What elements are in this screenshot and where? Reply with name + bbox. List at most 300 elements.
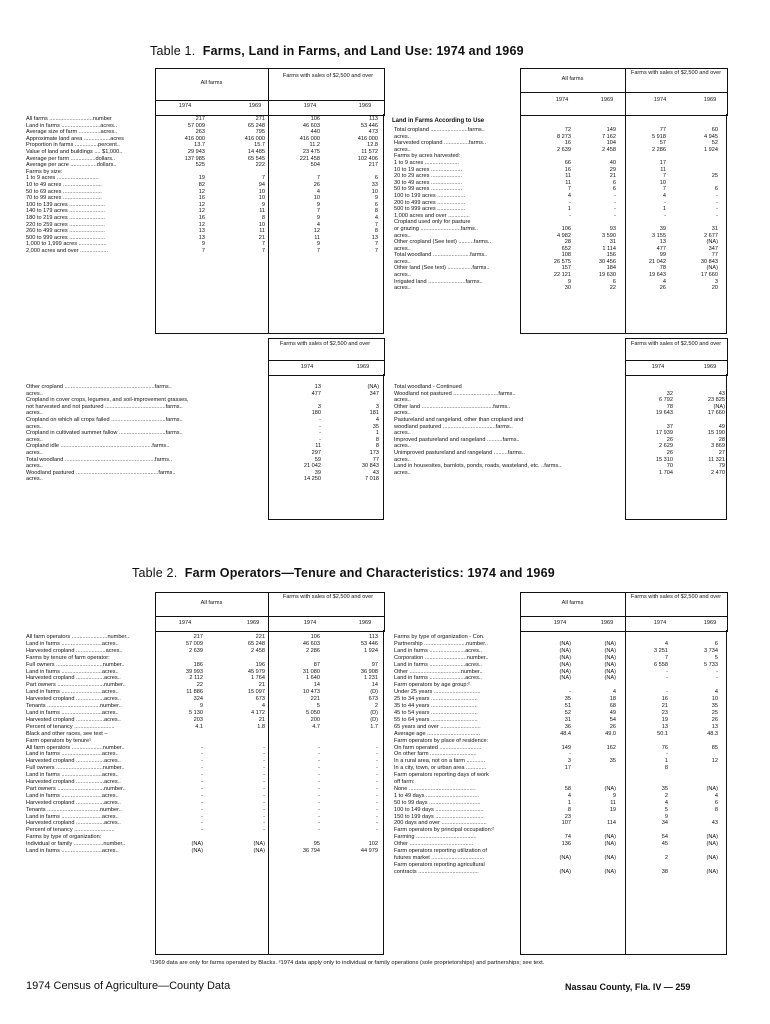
row-value: 65 248 <box>247 640 265 647</box>
t1l-y1969-b: 1969 <box>358 103 372 109</box>
row-value: - <box>716 212 718 219</box>
table-row <box>392 272 720 279</box>
row-value: 5 130 <box>189 709 203 716</box>
row-label: acres.. <box>394 443 411 450</box>
row-value: 9 <box>612 792 616 799</box>
row-value: 525 <box>195 162 205 169</box>
row-value: 2 286 <box>306 647 320 654</box>
table-row <box>24 675 380 682</box>
row-label: 100 to 139 acres ....................... <box>26 201 105 208</box>
row-value: 5 <box>316 703 320 710</box>
table2-left-body <box>24 634 380 855</box>
row-label: 70 to 99 acres ......................... <box>26 195 102 202</box>
row-label: 35 to 44 years .............................. <box>394 703 478 710</box>
row-value <box>520 634 573 641</box>
table-row <box>392 233 720 240</box>
row-value: 25 <box>711 173 718 180</box>
row-value <box>205 738 267 745</box>
t2r-y1974-b: 1974 <box>653 620 667 626</box>
row-value <box>675 384 727 391</box>
t1lr-y1974: 1974 <box>651 364 665 370</box>
row-value: 13 <box>661 723 668 730</box>
table-row <box>24 793 380 800</box>
row-value: 11 <box>259 208 265 215</box>
row-label: Land in farms ..........................acres.. <box>26 709 119 716</box>
row-label: Percent of tenancy .......................... <box>26 723 115 730</box>
table-row <box>24 745 380 752</box>
row-value: 10 <box>258 188 265 195</box>
table-row <box>24 169 380 176</box>
table-row <box>392 745 720 752</box>
row-value: 7 <box>261 247 265 254</box>
row-label: Farm operators reporting utilization of <box>394 848 487 855</box>
row-value: 32 <box>666 390 673 397</box>
row-value <box>618 634 670 641</box>
row-value <box>205 731 267 738</box>
row-label: 65 years and over .......................... <box>394 723 481 730</box>
row-value: 43 <box>372 469 379 476</box>
table-row <box>24 662 380 669</box>
table1-lower-left-body <box>24 384 381 483</box>
row-value: - <box>376 799 378 806</box>
row-value: 473 <box>368 129 378 136</box>
t1l-col-sales: Farms with sales of $2,500 and over <box>282 73 374 79</box>
row-label: acres.. <box>394 456 411 463</box>
table-row <box>392 827 720 834</box>
row-value: 3 <box>714 278 718 285</box>
row-value: 106 <box>310 634 320 640</box>
row-value: 26 <box>659 285 666 292</box>
table1-right-heading: Land in Farms According to Use <box>392 118 485 124</box>
row-value: - <box>716 199 718 206</box>
row-label: Woodland pastured .....................................................farms.. <box>26 469 176 476</box>
row-value <box>668 167 720 174</box>
row-label: Farms by size: <box>26 168 63 175</box>
row-value: 29 <box>609 166 616 173</box>
row-value <box>520 738 573 745</box>
row-value: 1 <box>567 799 571 806</box>
row-value <box>322 834 380 841</box>
row-value: 15 310 <box>655 456 673 463</box>
footer-publication: 1974 Census of Agriculture—County Data <box>26 980 231 992</box>
row-value <box>670 751 720 758</box>
table-row <box>24 195 380 202</box>
row-value: 57 009 <box>187 122 205 129</box>
row-value: (NA) <box>604 647 616 654</box>
row-value: 6 558 <box>654 661 668 668</box>
row-value: 39 <box>314 469 321 476</box>
row-value: 9 <box>316 214 320 221</box>
table-row <box>392 134 720 141</box>
row-value <box>323 397 381 404</box>
row-label: Other land ..............................................farms.. <box>394 403 511 410</box>
row-value: 15.7 <box>254 142 265 149</box>
row-value: 4 945 <box>704 133 718 140</box>
row-value: (NA) <box>559 868 571 875</box>
row-label: 1 to 9 acres ...................... <box>394 159 459 166</box>
row-label: or grazing ..........................farms.. <box>394 225 478 232</box>
row-value: 1.8 <box>257 723 265 730</box>
row-label: Part owners ..............................number.. <box>26 785 126 792</box>
row-value: 5 733 <box>704 661 718 668</box>
row-value <box>520 779 573 786</box>
row-value: 11 886 <box>186 689 203 696</box>
row-value <box>322 731 380 738</box>
row-value: (NA) <box>706 868 718 875</box>
row-label: Farm operators by tenure¹ <box>26 737 91 744</box>
row-value <box>207 169 267 176</box>
row-value: - <box>376 751 378 758</box>
footnote: ¹1969 data are only for farms operated by Blacks. ²1974 data apply only to individual or family operations (sole proprietorships) and partnerships; see text. <box>150 960 545 966</box>
row-value <box>618 779 670 786</box>
row-value: 8 <box>375 443 379 450</box>
row-label: Average per farm ................dollars.. <box>26 155 116 162</box>
table-row <box>24 703 380 710</box>
row-value: - <box>614 192 616 199</box>
row-label: Total woodland ..........................................................farms.. <box>26 456 173 463</box>
row-value <box>670 848 720 855</box>
row-value: (NA) <box>604 841 616 848</box>
table-row <box>24 848 380 855</box>
row-value: - <box>376 758 378 765</box>
row-label: 10 to 49 acres ......................... <box>26 181 102 188</box>
row-value: 10 <box>659 179 666 186</box>
row-value: 20 <box>711 285 718 292</box>
row-value: 5 <box>714 654 718 661</box>
row-value: 74 <box>564 834 571 841</box>
table-row <box>24 463 381 470</box>
table-row <box>392 731 720 738</box>
row-value <box>322 169 380 176</box>
row-value: - <box>201 758 203 765</box>
row-value <box>618 848 670 855</box>
row-value: 440 <box>310 129 320 136</box>
row-value: 10 <box>313 195 320 202</box>
row-value <box>573 814 618 821</box>
row-value: 14 <box>313 682 320 689</box>
table1-title-main: Farms, Land in Farms, and Land Use: 1974 and 1969 <box>202 44 524 58</box>
table-row <box>392 127 720 134</box>
row-label: 180 to 219 acres ....................... <box>26 214 105 221</box>
row-value <box>267 655 322 662</box>
row-value: - <box>716 206 718 213</box>
row-label: In a city, town, or urban area ............. <box>394 765 487 772</box>
t1l-y1974-a: 1974 <box>178 103 192 109</box>
table-row <box>24 779 380 786</box>
row-value <box>618 827 670 834</box>
row-value <box>670 765 720 772</box>
row-value: 51 <box>564 703 571 710</box>
table-row <box>392 437 727 444</box>
row-value: 17 939 <box>655 430 673 437</box>
table-row <box>392 417 727 424</box>
table-row <box>24 162 380 169</box>
t1lr-col-sales: Farms with sales of $2,500 and over <box>630 341 722 347</box>
row-value: 8 <box>374 228 378 235</box>
row-value: (NA) <box>604 868 616 875</box>
row-value: 3 251 <box>654 647 668 654</box>
row-value: - <box>376 772 378 779</box>
table-row <box>24 129 380 136</box>
table-row <box>24 450 381 457</box>
row-value: (NA) <box>191 841 203 848</box>
row-value: 54 <box>661 834 668 841</box>
row-value: 30 456 <box>598 258 616 265</box>
row-value: 7 <box>316 208 320 215</box>
t1ll-y1974: 1974 <box>300 364 314 370</box>
row-label: acres.. <box>26 463 43 470</box>
row-label: Farms by type of organization: <box>26 834 102 841</box>
table-row <box>392 443 727 450</box>
row-label: acres.. <box>26 390 43 397</box>
row-value: 4 <box>714 689 718 696</box>
row-value: - <box>376 792 378 799</box>
row-value: 477 <box>656 245 666 252</box>
row-value: - <box>318 799 320 806</box>
row-value: 12.8 <box>367 142 378 149</box>
table-row <box>24 634 380 641</box>
row-value <box>573 682 618 689</box>
t1r-col-sales: Farms with sales of $2,500 and over <box>630 70 722 76</box>
t2r-y1969-a: 1969 <box>600 620 614 626</box>
row-label: off farm: <box>394 779 415 786</box>
row-value: 1 114 <box>602 245 616 252</box>
row-value: 9 <box>316 201 320 208</box>
table-row <box>392 703 720 710</box>
row-value: 72 <box>564 127 571 133</box>
table-row <box>24 417 381 424</box>
row-value: 157 <box>561 265 571 272</box>
row-value: 78 <box>666 403 673 410</box>
row-value: 77 <box>711 252 718 259</box>
row-value: 196 <box>255 661 265 668</box>
row-value: - <box>318 813 320 820</box>
row-label: 1 to 9 acres ........................... <box>26 175 99 182</box>
table-row <box>392 384 727 391</box>
row-value: (NA) <box>253 848 265 855</box>
row-value: 23 <box>564 813 571 820</box>
table-row <box>392 206 720 213</box>
row-value: 43 <box>718 390 725 397</box>
row-value: 2 677 <box>704 232 718 239</box>
row-label: Harvested cropland ..................acres.. <box>26 799 121 806</box>
row-value: 30 843 <box>361 463 379 470</box>
row-value <box>520 219 573 226</box>
table-row <box>24 669 380 676</box>
row-value: 106 <box>561 225 571 232</box>
row-value: - <box>614 212 616 219</box>
row-value: 57 009 <box>185 640 203 647</box>
row-value: 70 <box>666 463 673 470</box>
row-label: 50 to 99 days ................................. <box>394 799 481 806</box>
row-value <box>520 153 573 160</box>
row-value: 297 <box>311 449 321 456</box>
row-value: - <box>318 827 320 834</box>
row-value: 7 <box>316 175 320 182</box>
row-value: 82 <box>198 181 205 188</box>
row-value: 10 <box>711 696 718 703</box>
row-value: 94 <box>258 181 265 188</box>
row-value: (NA) <box>604 654 616 661</box>
t1ll-col-sales: Farms with sales of $2,500 and over <box>279 341 371 347</box>
table-row <box>24 189 380 196</box>
row-value: 107 <box>561 820 571 827</box>
row-value: (NA) <box>559 640 571 647</box>
row-value: 7 <box>662 173 666 180</box>
table-row <box>24 116 380 123</box>
table-row <box>392 450 727 457</box>
table-row <box>392 180 720 187</box>
row-value: 21 042 <box>648 258 666 265</box>
row-value: 1.7 <box>370 723 378 730</box>
row-label: Harvested cropland ...................acres.. <box>26 647 123 654</box>
row-value <box>155 738 205 745</box>
row-value: 18 <box>609 696 616 703</box>
row-label: Cropland on which all crops failed ...................................farms.. <box>26 416 183 423</box>
row-value: 16 <box>564 140 571 147</box>
table-row <box>24 235 380 242</box>
row-value: 8 <box>261 214 265 221</box>
row-label: Farm operators by principal occupation:² <box>394 827 495 834</box>
row-value: 184 <box>606 265 616 272</box>
row-value: 6 <box>714 640 718 647</box>
row-value: 19 <box>198 175 205 182</box>
row-value: (NA) <box>604 640 616 647</box>
row-label: Approximate land area .................acres <box>26 135 124 142</box>
t2l-y1974-b: 1974 <box>303 620 317 626</box>
table-row <box>392 758 720 765</box>
row-value: 186 <box>193 661 203 668</box>
table-row <box>392 470 727 477</box>
table-row <box>24 228 380 235</box>
row-value: 39 993 <box>185 668 203 675</box>
row-value: 66 <box>564 159 571 166</box>
table-row <box>392 424 727 431</box>
row-value: 347 <box>369 390 379 397</box>
row-value: 2 286 <box>652 146 666 153</box>
row-value: 11 <box>660 166 666 173</box>
row-label: 45 to 54 years .............................. <box>394 709 478 716</box>
row-value: 6 792 <box>659 397 673 404</box>
row-value: 7 <box>261 175 265 182</box>
row-value: - <box>318 751 320 758</box>
row-value <box>267 834 322 841</box>
row-value: - <box>318 765 320 772</box>
row-label: Land in farms ..........................acres.. <box>26 640 119 647</box>
row-value: 23 475 <box>302 148 320 155</box>
row-value: 7 <box>662 186 666 193</box>
row-value: - <box>263 799 265 806</box>
row-label: Woodland not pastured .............................farms.. <box>394 390 516 397</box>
table1-title-prefix: Table 1. <box>150 44 196 58</box>
row-label: Cropland in cover crops, legumes, and soil-improvement grasses, <box>26 397 189 404</box>
table-row <box>392 655 720 662</box>
table1-right-body <box>392 127 720 292</box>
table-row <box>392 173 720 180</box>
row-value: 149 <box>561 744 571 751</box>
t2l-y1969-b: 1969 <box>358 620 372 626</box>
row-value: (D) <box>370 716 378 723</box>
row-label: acres.. <box>394 430 411 437</box>
row-value: - <box>318 792 320 799</box>
row-value: 4.7 <box>312 723 320 730</box>
t1ll-y1969: 1969 <box>356 364 370 370</box>
table-row <box>24 208 380 215</box>
row-value: 7 <box>374 247 378 254</box>
row-value: 19 643 <box>648 272 666 279</box>
table-row <box>24 222 380 229</box>
row-label: Harvested cropland ..................acres.. <box>26 758 121 765</box>
row-value: 23 825 <box>707 397 725 404</box>
table-row <box>392 457 727 464</box>
row-label: Cropland in cultivated summer fallow ..............................farms.. <box>26 430 183 437</box>
row-label: Average per acre .................dollars.. <box>26 162 117 169</box>
row-value: 53 446 <box>360 122 378 129</box>
table-row <box>392 841 720 848</box>
row-value: 53 446 <box>360 640 378 647</box>
row-label: Total woodland ........................farms.. <box>394 252 488 259</box>
table-row <box>24 814 380 821</box>
row-value: 7 <box>201 247 205 254</box>
row-label: acres.. <box>394 469 411 476</box>
row-value: 16 <box>564 166 571 173</box>
row-value: - <box>201 799 203 806</box>
row-value <box>155 655 205 662</box>
row-label: Other ......................................... <box>394 841 474 848</box>
row-value: (NA) <box>604 675 616 682</box>
row-value <box>668 160 720 167</box>
row-value: - <box>569 689 571 696</box>
row-value: - <box>569 212 571 219</box>
table-row <box>392 717 720 724</box>
row-value: 13 <box>371 234 378 241</box>
table-row <box>24 689 380 696</box>
row-value: 17 <box>564 765 571 772</box>
row-value: 26 <box>666 449 673 456</box>
row-label: In a rural area, not on a farm ............ <box>394 758 486 765</box>
row-value: - <box>318 744 320 751</box>
row-value <box>618 862 670 869</box>
row-label: 200 days and over ............................. <box>394 820 487 827</box>
row-value: - <box>376 779 378 786</box>
row-value: 162 <box>606 744 616 751</box>
row-value: - <box>376 744 378 751</box>
row-value: 21 <box>258 716 265 723</box>
table-row <box>24 731 380 738</box>
row-label: 50 to 69 acres ......................... <box>26 188 102 195</box>
table-row <box>24 682 380 689</box>
row-value: 87 <box>313 661 320 668</box>
t1l-y1974-b: 1974 <box>303 103 317 109</box>
table-row <box>392 430 727 437</box>
row-value: 5 918 <box>652 133 666 140</box>
row-value <box>668 180 720 187</box>
row-value: 9 <box>664 813 668 820</box>
row-label: 500 to 999 acres .................. <box>394 206 466 213</box>
row-value: - <box>263 813 265 820</box>
row-label: Value of land and buildings .... $1,000.. <box>26 148 123 155</box>
row-label: Other land (See text) ................farms.. <box>394 265 490 272</box>
row-label: acres.. <box>394 272 411 279</box>
row-value: 2 458 <box>251 647 265 654</box>
table-row <box>24 136 380 143</box>
table-row <box>392 404 727 411</box>
row-value <box>618 682 670 689</box>
table-row <box>392 226 720 233</box>
table-row <box>392 807 720 814</box>
row-value: (NA) <box>706 855 718 861</box>
row-value: - <box>201 813 203 820</box>
